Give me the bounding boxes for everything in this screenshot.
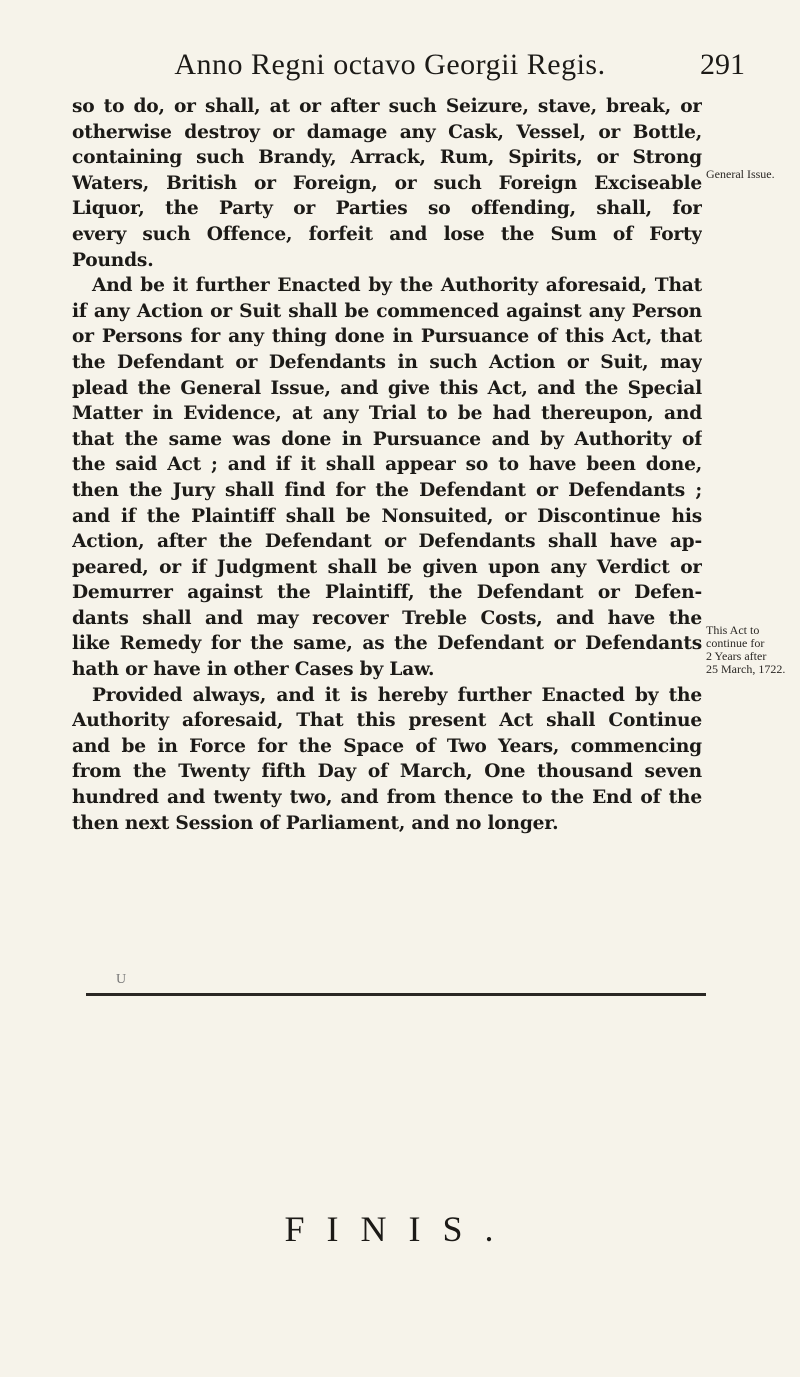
body-line: the Defendant or Defendants in such Action or Suit, may bbox=[72, 351, 702, 373]
body-line: Demurrer against the Plaintiff, the Defendant or Defen- bbox=[72, 582, 702, 604]
body-line: hundred and twenty two, and from thence to the End of the bbox=[72, 787, 702, 809]
body-line: otherwise destroy or damage any Cask, Vessel, or Bottle, bbox=[72, 121, 702, 143]
margin-note-line: 25 March, 1722. bbox=[706, 662, 786, 676]
body-line: every such Offence, forfeit and lose the Sum of Forty bbox=[72, 223, 702, 245]
body-line: Matter in Evidence, at any Trial to be had thereupon, and bbox=[72, 403, 702, 425]
body-line: or Persons for any thing done in Pursuance of this Act, that bbox=[72, 326, 702, 348]
body-line: Pounds. bbox=[72, 249, 154, 271]
body-line: if any Action or Suit shall be commenced against any Person bbox=[72, 300, 702, 322]
body-line: the said Act ; and if it shall appear so to have been done, bbox=[72, 454, 702, 476]
statute-body bbox=[72, 94, 702, 836]
body-line: Provided always, and it is hereby further Enacted by the bbox=[92, 684, 702, 706]
body-line: Action, after the Defendant or Defendants shall have ap- bbox=[72, 531, 702, 553]
margin-note-line: 2 Years after bbox=[706, 649, 767, 663]
body-line: and if the Plaintiff shall be Nonsuited, or Discontinue his bbox=[72, 505, 702, 527]
running-head: Anno Regni octavo Georgii Regis. bbox=[174, 48, 606, 81]
page-number: 291 bbox=[700, 48, 745, 81]
body-line: then next Session of Parliament, and no longer. bbox=[72, 812, 559, 834]
body-line: dants shall and may recover Treble Costs, and have the bbox=[72, 607, 702, 629]
rule-mark: U bbox=[116, 972, 127, 987]
body-line: peared, or if Judgment shall be given upon any Verdict or bbox=[72, 556, 702, 578]
body-line: like Remedy for the same, as the Defendant or Defendants bbox=[72, 633, 702, 655]
body-line: Liquor, the Party or Parties so offending, shall, for bbox=[72, 198, 702, 220]
margin-note-line: This Act to bbox=[706, 623, 760, 637]
body-line: then the Jury shall find for the Defendant or Defendants ; bbox=[72, 479, 702, 501]
margin-note-continuance bbox=[706, 624, 794, 676]
body-line: so to do, or shall, at or after such Seizure, stave, break, or bbox=[72, 96, 702, 117]
body-line: that the same was done in Pursuance and by Authority of bbox=[72, 428, 702, 450]
margin-note-general-issue: General Issue. bbox=[706, 167, 775, 181]
horizontal-rule bbox=[86, 993, 706, 996]
finis-heading: FINIS. bbox=[284, 1209, 516, 1249]
body-line: and be in Force for the Space of Two Years, commencing bbox=[72, 735, 702, 757]
body-line: from the Twenty fifth Day of March, One thousand seven bbox=[72, 761, 702, 783]
body-line: hath or have in other Cases by Law. bbox=[72, 659, 435, 681]
body-line: Authority aforesaid, That this present Act shall Continue bbox=[72, 710, 702, 732]
body-line: plead the General Issue, and give this Act, and the Special bbox=[72, 377, 702, 399]
margin-note-line: continue for bbox=[706, 636, 765, 650]
body-line: containing such Brandy, Arrack, Rum, Spirits, or Strong bbox=[72, 147, 702, 169]
body-line: And be it further Enacted by the Authority aforesaid, That bbox=[92, 275, 702, 297]
body-line: Waters, British or Foreign, or such Foreign Exciseable bbox=[72, 172, 702, 194]
